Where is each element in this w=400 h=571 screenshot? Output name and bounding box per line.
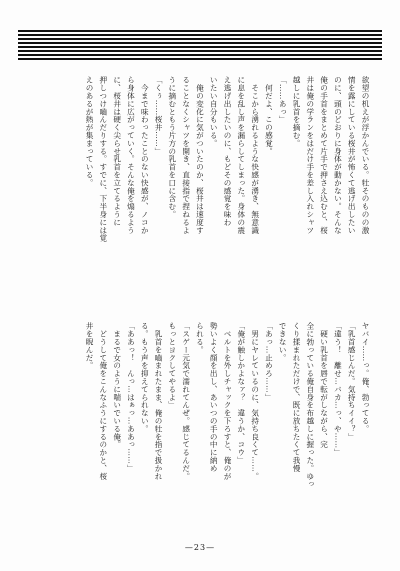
header-rule [18, 58, 382, 60]
header-rule [18, 50, 382, 52]
header-rule [18, 42, 382, 44]
header-rule [18, 30, 382, 32]
top-text-block: 欲望の机えが浮かんでいる。牡そのものの激 情を露にしている桜井が怖くて逃げ出したい のに、頭のどおりに身体が動かない。そんな 俺の手首をまとめて片手で押さえ込むと、桜 井は俺の学ランをはだけ手を差し入れシャツ 越しに乳首を摘む。 「……あっ」 何だよ、この感覚。 そこから湧れるような快感が湧き、無意識 に息を乱し声を漏らしてしまった。身体の震 え逃げ出したいのに、もどその感覚を味わ いたい自分もいる。 俺の変化に気がついたのか、桜井は速度す ることなくシャツを開き、直接指で捏ねるよ うに摘むともう片方の乳首を口に含む。 「くぅ……桜井……」 今まで味わったことのない快感が、ノコか ら身体に広がっていく。そんな俺を煽るよう に、桜井は硬く尖らせ乳首を立てるように 押しつけ嚙んだりする。すでに、下半身には覚 えのあるが熱が集まっている。 [85, 76, 370, 242]
page-number: —23— [184, 543, 216, 552]
header-rule [18, 54, 382, 56]
header-rule [18, 46, 382, 48]
header-rule [18, 38, 382, 40]
bottom-text-block: ヤバイ……っ。俺、勃ってる。 「乳首感じんだ。気持ちイイ？」 「違う！ 離せ…バカ…っ、や……」 硬い乳首を唇で転がしながら、完 全に勃っている俺自身を布越しに握った。ゆっ くり揉まれただけで、既に放ちたくて我慢 できない。 「あっ…止めろ……」 男にヤレているのに、気持ち良くて……。 「俺が触しかよなァ？ 違うか、コウ」 ベルトを外しチャックを下ろすと、俺のが 勢いよく顔を出し、あいつの手の中に納め られる。 「スゲー元気で濡れてんぜ。感じてるんだ。 もっとヨクしてやるよ」 乳首を嚙まれたまま、俺の牡を指で扱かれ る。もう声を抑えてられない。 「ああっ！ んっ…はぁっ…ああっ……」 まるで女のように喘いでいる俺。 どうして俺をこんなふうにするのかと、桜 井を睨んだ。 [85, 322, 370, 488]
header-rule-band [18, 30, 382, 64]
header-rule [18, 34, 382, 36]
